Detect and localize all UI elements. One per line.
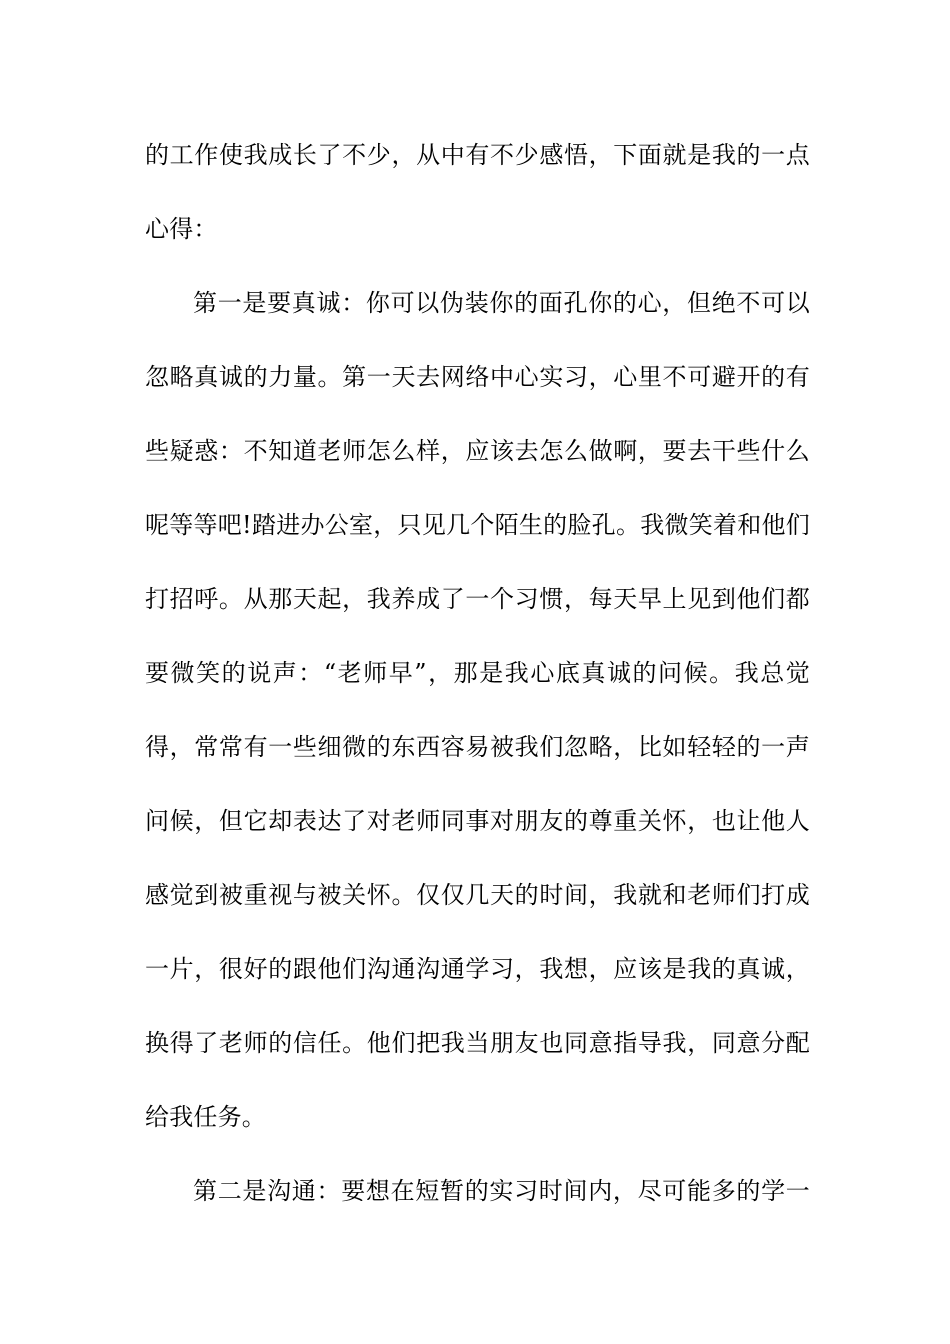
paragraph-line: 第二是沟通：要想在短暂的实习时间内，尽可能多的学一 [193, 1177, 810, 1205]
paragraph-line: 忽略真诚的力量。第一天去网络中心实习，心里不可避开的有 [145, 363, 810, 391]
paragraph-line: 一片，很好的跟他们沟通沟通学习，我想，应该是我的真诚， [145, 955, 810, 983]
paragraph-line: 给我任务。 [145, 1103, 266, 1131]
paragraph-line: 问候，但它却表达了对老师同事对朋友的尊重关怀，也让他人 [145, 807, 810, 835]
paragraph-line: 些疑惑：不知道老师怎么样，应该去怎么做啊，要去干些什么 [145, 437, 810, 465]
paragraph-line: 呢等等吧!踏进办公室，只见几个陌生的脸孔。我微笑着和他们 [145, 511, 810, 539]
paragraph-line: 得，常常有一些细微的东西容易被我们忽略，比如轻轻的一声 [145, 733, 810, 761]
paragraph-line: 打招呼。从那天起，我养成了一个习惯，每天早上见到他们都 [145, 585, 810, 613]
paragraph-line: 心得： [145, 215, 218, 243]
paragraph-line: 换得了老师的信任。他们把我当朋友也同意指导我，同意分配 [145, 1029, 810, 1057]
paragraph-line: 要微笑的说声：“老师早”，那是我心底真诚的问候。我总觉 [145, 659, 810, 687]
paragraph-line: 的工作使我成长了不少，从中有不少感悟，下面就是我的一点 [145, 141, 810, 169]
paragraph-line: 第一是要真诚：你可以伪装你的面孔你的心，但绝不可以 [193, 289, 810, 317]
paragraph-line: 感觉到被重视与被关怀。仅仅几天的时间，我就和老师们打成 [145, 881, 810, 909]
